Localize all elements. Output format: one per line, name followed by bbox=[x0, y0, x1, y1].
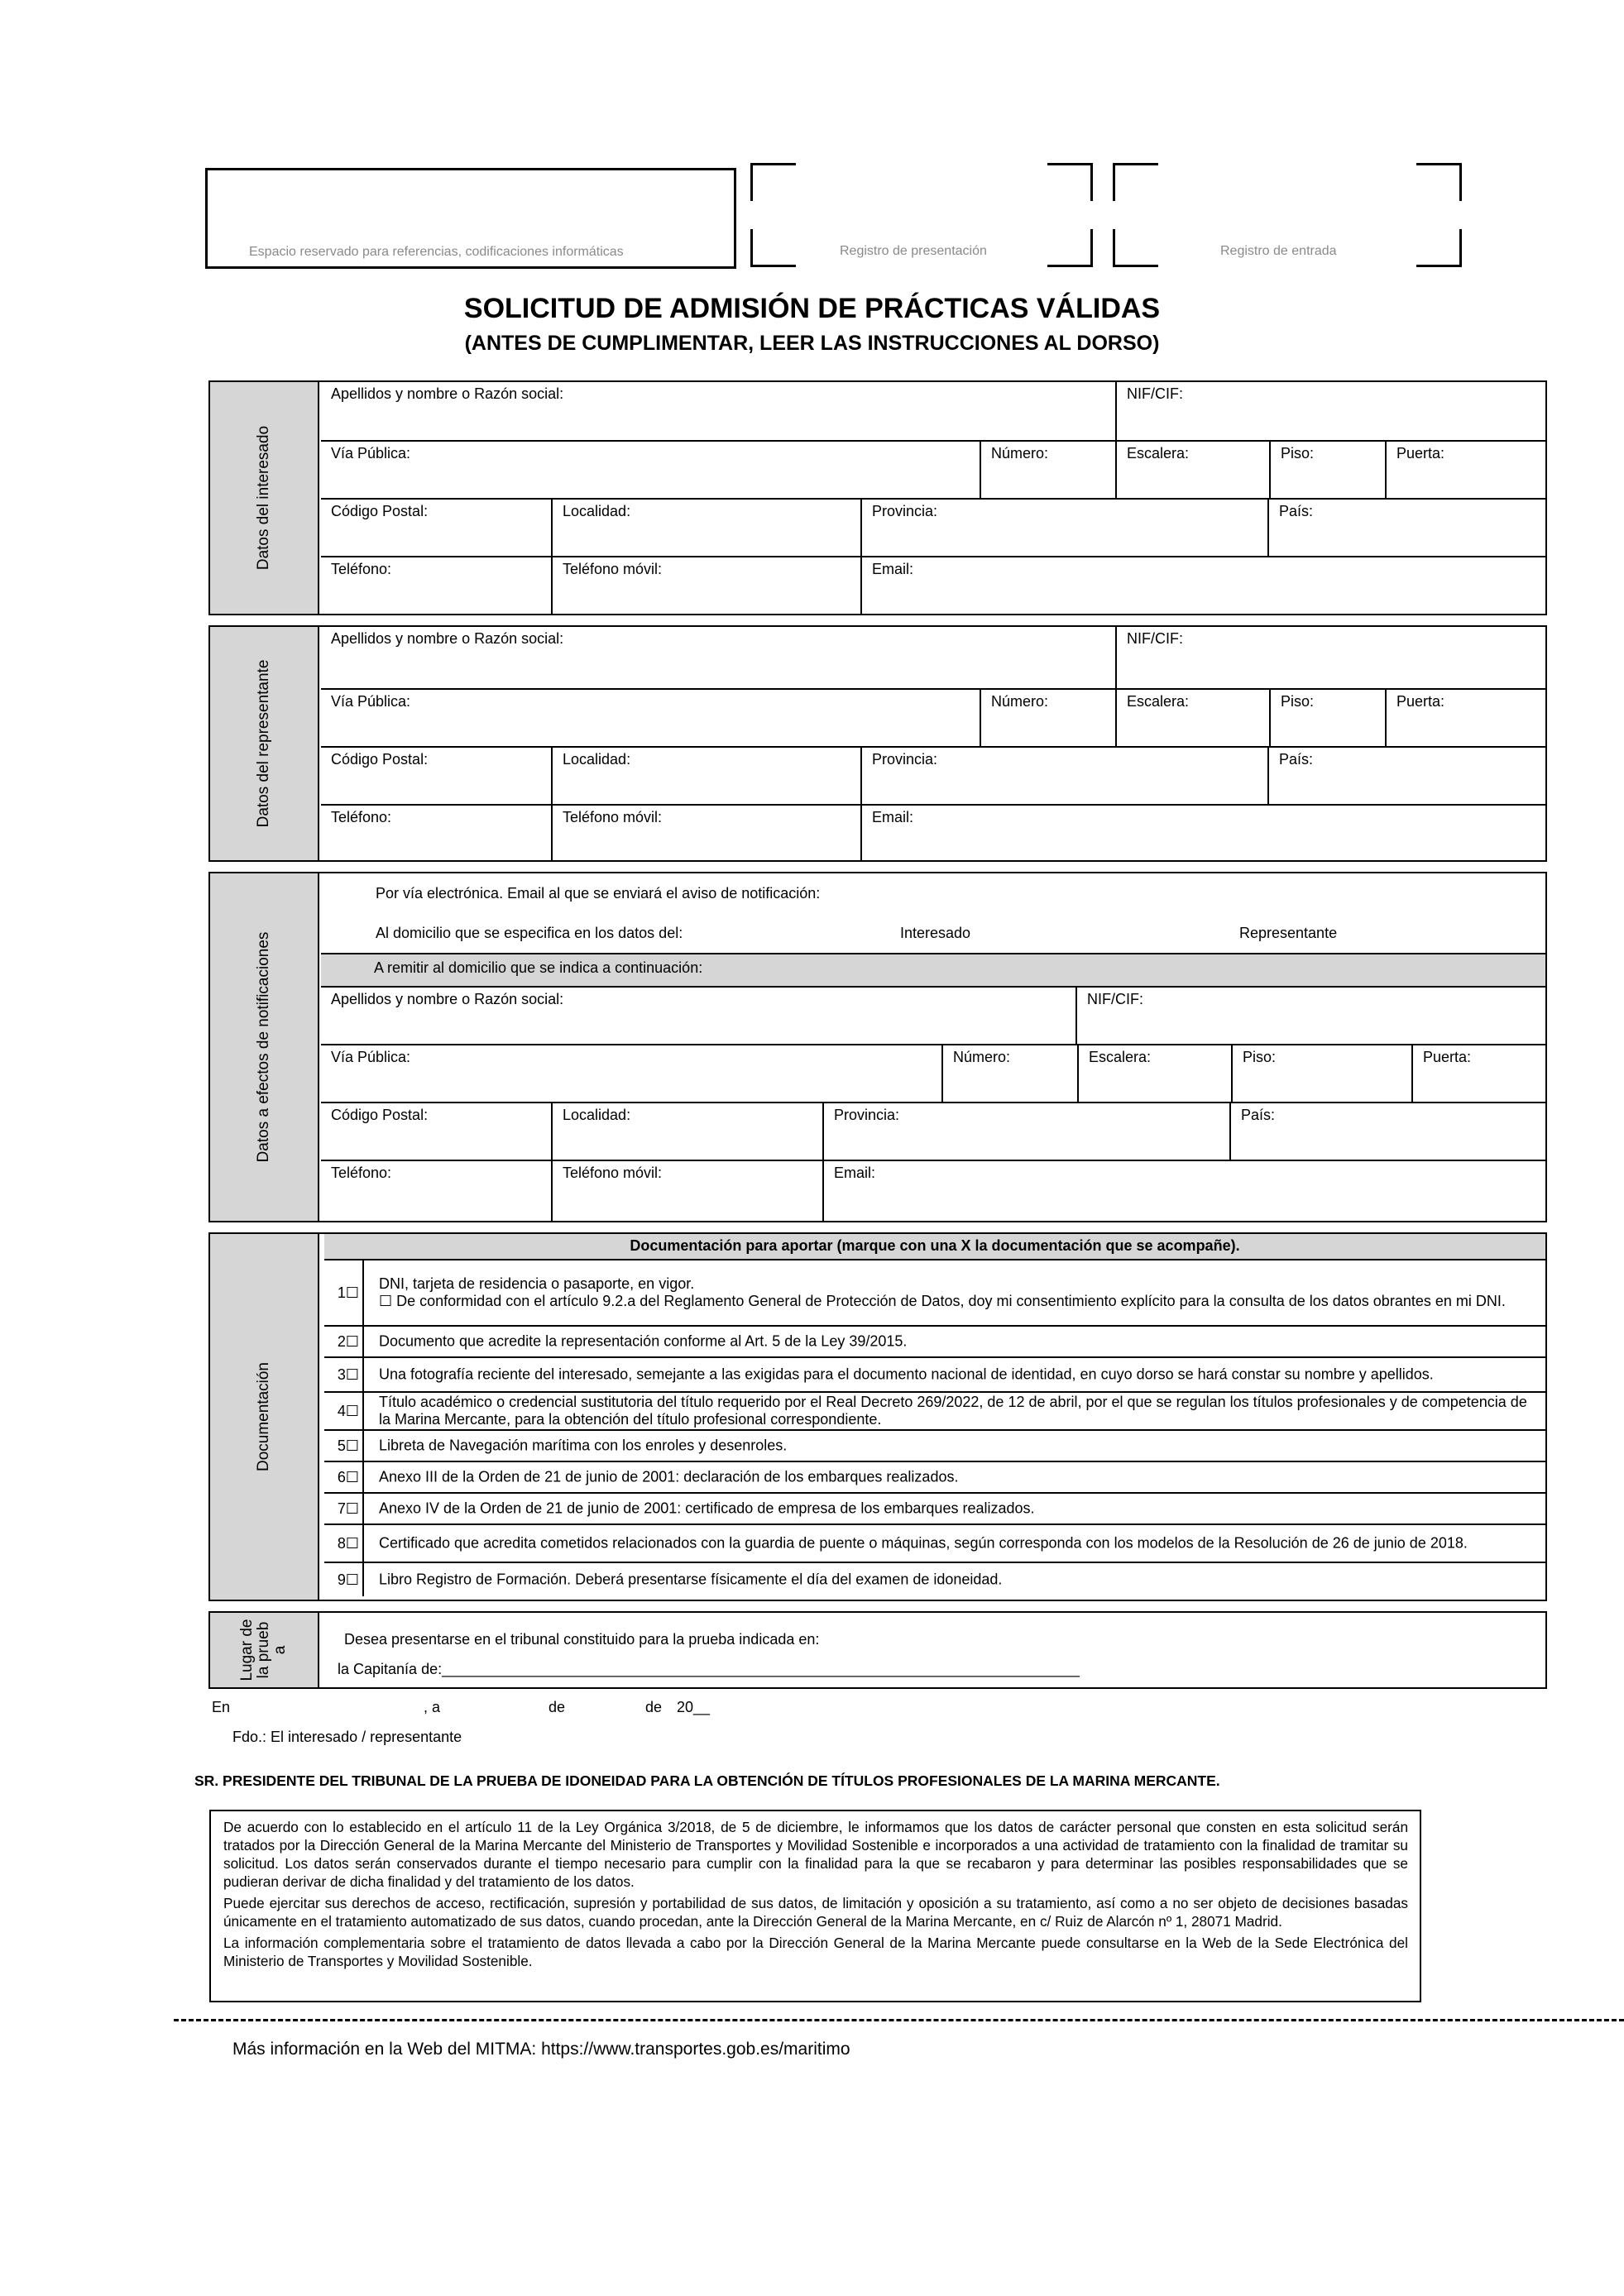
doc-item-line: Libreta de Navegación marítima con los enroles y desenroles. bbox=[379, 1437, 788, 1454]
capitania-field[interactable]: la Capitanía de:_____________________________________________________________________________ bbox=[338, 1661, 1080, 1677]
firma-a-label: , a bbox=[424, 1699, 441, 1715]
nif-field[interactable]: NIF/CIF: bbox=[1077, 988, 1545, 1045]
apellidos-field[interactable]: Apellidos y nombre o Razón social: bbox=[321, 988, 1077, 1045]
section-documentacion bbox=[208, 1232, 1547, 1601]
doc-item-text bbox=[379, 1571, 1534, 1589]
doc-item bbox=[324, 1494, 1545, 1525]
via-field[interactable]: Vía Pública: bbox=[321, 1045, 943, 1103]
doc-item bbox=[324, 1462, 1545, 1494]
side-label-representante: Datos del representante bbox=[255, 659, 272, 828]
doc-item-text bbox=[379, 1437, 1534, 1455]
doc-item-line: DNI, tarjeta de residencia o pasaporte, en vigor. bbox=[379, 1275, 695, 1292]
firma-fdo-label: Fdo.: El interesado / representante bbox=[232, 1729, 462, 1745]
reference-box-label: Espacio reservado para referencias, codificaciones informáticas bbox=[249, 245, 624, 259]
form-title: SOLICITUD DE ADMISIÓN DE PRÁCTICAS VÁLIDAS bbox=[463, 293, 1161, 324]
via-field[interactable]: Vía Pública: bbox=[321, 690, 981, 748]
escalera-field[interactable]: Escalera: bbox=[1117, 690, 1271, 748]
movil-field[interactable]: Teléfono móvil: bbox=[553, 806, 862, 860]
cp-field[interactable]: Código Postal: bbox=[321, 1103, 553, 1161]
nif-field[interactable]: NIF/CIF: bbox=[1117, 382, 1545, 442]
firma-year-field[interactable]: 20__ bbox=[677, 1699, 711, 1715]
doc-item-checkbox[interactable]: 1☐ bbox=[324, 1260, 364, 1325]
telefono-field[interactable]: Teléfono: bbox=[321, 806, 553, 860]
doc-item-text bbox=[379, 1333, 1534, 1351]
section-interesado bbox=[208, 380, 1547, 615]
notif-electronica-option[interactable]: Por vía electrónica. Email al que se enviará el aviso de notificación: bbox=[376, 885, 821, 902]
privacy-paragraph: De acuerdo con lo establecido en el artículo 11 de la Ley Orgánica 3/2018, de 5 de diciembre, le informamos que los datos de carácter personal que consten en esta solicitud serán tratados por la Dirección General de la Marina Mercante del Ministerio de Transportes y Movilidad Sostenible e incorporados a una actividad de tratamiento con la finalidad de tramitar su solicitud. Los datos serán conservados durante el tiempo necesario para cumplir con la finalidad para la que se recabaron y para determinar las posibles responsabilidades que se pudieran derivar de dicha finalidad y del tratamiento de los datos. bbox=[223, 1819, 1408, 1890]
nif-field[interactable]: NIF/CIF: bbox=[1117, 627, 1545, 690]
localidad-field[interactable]: Localidad: bbox=[553, 1103, 824, 1161]
doc-item-checkbox[interactable]: 7☐ bbox=[324, 1494, 364, 1523]
notif-domicilio-label: Al domicilio que se especifica en los datos del: bbox=[376, 925, 683, 941]
doc-item bbox=[324, 1260, 1545, 1327]
reference-box bbox=[205, 168, 736, 269]
documentacion-header: Documentación para aportar (marque con una X la documentación que se acompañe). bbox=[324, 1234, 1545, 1260]
doc-item-line[interactable]: ☐ De conformidad con el artículo 9.2.a del Reglamento General de Protección de Datos, doy mi consentimiento explícito para la consulta de los datos obrantes en mi DNI. bbox=[379, 1293, 1506, 1309]
notif-interesado-option[interactable]: Interesado bbox=[900, 925, 971, 941]
movil-field[interactable]: Teléfono móvil: bbox=[553, 557, 862, 614]
destinatario: SR. PRESIDENTE DEL TRIBUNAL DE LA PRUEBA DE IDONEIDAD PARA LA OBTENCIÓN DE TÍTULOS PROFESIONALES DE LA MARINA MERCANTE. bbox=[194, 1772, 1220, 1789]
movil-field[interactable]: Teléfono móvil: bbox=[553, 1161, 824, 1221]
doc-item-line: Título académico o credencial sustitutoria del título requerido por el Real Decreto 269/2022, de 12 de abril, por el que se regulan los títulos profesionales y de competencia de la Marina Mercante, para la obtención del título profesional correspondiente. bbox=[379, 1394, 1527, 1428]
email-field[interactable]: Email: bbox=[834, 1165, 876, 1181]
doc-item-text bbox=[379, 1535, 1534, 1552]
doc-item-checkbox[interactable]: 5☐ bbox=[324, 1431, 364, 1461]
registro-entrada-label: Registro de entrada bbox=[1220, 244, 1337, 258]
side-label-lugar: Lugar de la prueb a bbox=[238, 1619, 289, 1681]
form-subtitle: (ANTES DE CUMPLIMENTAR, LEER LAS INSTRUCCIONES AL DORSO) bbox=[464, 332, 1160, 355]
doc-item-line: Anexo III de la Orden de 21 de junio de 2001: declaración de los embarques realizados. bbox=[379, 1468, 959, 1485]
section-lugar bbox=[208, 1611, 1547, 1689]
privacy-notice bbox=[209, 1810, 1421, 2002]
piso-field[interactable]: Piso: bbox=[1271, 690, 1387, 748]
numero-field[interactable]: Número: bbox=[943, 1045, 1079, 1103]
telefono-field[interactable]: Teléfono: bbox=[321, 1161, 553, 1221]
doc-item bbox=[324, 1431, 1545, 1462]
side-label-documentacion: Documentación bbox=[255, 1361, 272, 1472]
doc-item bbox=[324, 1563, 1545, 1596]
puerta-field[interactable]: Puerta: bbox=[1387, 442, 1545, 500]
doc-item-line: Una fotografía reciente del interesado, semejante a las exigidas para el documento nacional de identidad, en cuyo dorso se hará constar su nombre y apellidos. bbox=[379, 1366, 1434, 1383]
escalera-field[interactable]: Escalera: bbox=[1079, 1045, 1233, 1103]
provincia-field[interactable]: Provincia: bbox=[824, 1103, 1231, 1161]
doc-item-checkbox[interactable]: 3☐ bbox=[324, 1358, 364, 1391]
doc-item-checkbox[interactable]: 4☐ bbox=[324, 1393, 364, 1429]
section-notificaciones bbox=[208, 872, 1547, 1222]
side-label-interesado: Datos del interesado bbox=[255, 425, 272, 571]
doc-item-line: Certificado que acredita cometidos relacionados con la guardia de puente o máquinas, según corresponda con los modelos de la Resolución de 26 de junio de 2018. bbox=[379, 1534, 1468, 1552]
doc-item-text bbox=[379, 1469, 1534, 1486]
cut-line bbox=[174, 2019, 1624, 2021]
doc-item bbox=[324, 1327, 1545, 1358]
escalera-field[interactable]: Escalera: bbox=[1117, 442, 1271, 500]
registro-presentacion-label: Registro de presentación bbox=[840, 244, 987, 258]
puerta-field[interactable]: Puerta: bbox=[1387, 690, 1545, 748]
piso-field[interactable]: Piso: bbox=[1271, 442, 1387, 500]
doc-item bbox=[324, 1393, 1545, 1431]
telefono-field[interactable]: Teléfono: bbox=[321, 557, 553, 614]
lugar-desea-label: Desea presentarse en el tribunal constituido para la prueba indicada en: bbox=[344, 1631, 820, 1648]
doc-item-text bbox=[379, 1500, 1534, 1518]
via-field[interactable]: Vía Pública: bbox=[321, 442, 981, 500]
numero-field[interactable]: Número: bbox=[981, 690, 1117, 748]
doc-item-checkbox[interactable]: 2☐ bbox=[324, 1327, 364, 1356]
notif-remitir-option[interactable]: A remitir al domicilio que se indica a continuación: bbox=[321, 953, 1545, 988]
side-label-notificaciones: Datos a efectos de notificaciones bbox=[255, 931, 272, 1163]
firma-de1-label: de bbox=[549, 1699, 566, 1715]
doc-item-text bbox=[379, 1275, 1534, 1310]
pais-field[interactable]: País: bbox=[1269, 748, 1545, 806]
privacy-paragraph: La información complementaria sobre el tratamiento de datos llevada a cabo por la Dirección General de la Marina Mercante puede consultarse en la Web de la Sede Electrónica del Ministerio de Transportes y Movilidad Sostenible. bbox=[223, 1935, 1408, 1969]
puerta-field[interactable]: Puerta: bbox=[1413, 1045, 1545, 1103]
localidad-field[interactable]: Localidad: bbox=[553, 500, 862, 557]
provincia-field[interactable]: Provincia: bbox=[862, 748, 1269, 806]
numero-field[interactable]: Número: bbox=[981, 442, 1117, 500]
pais-field[interactable]: País: bbox=[1269, 500, 1545, 557]
apellidos-field[interactable]: Apellidos y nombre o Razón social: bbox=[321, 382, 1117, 442]
doc-item-checkbox[interactable]: 9☐ bbox=[324, 1563, 364, 1596]
doc-item-line: Anexo IV de la Orden de 21 de junio de 2001: certificado de empresa de los embarques realizados. bbox=[379, 1500, 1035, 1517]
piso-field[interactable]: Piso: bbox=[1233, 1045, 1413, 1103]
pais-field[interactable]: País: bbox=[1231, 1103, 1545, 1161]
doc-item-text bbox=[379, 1366, 1534, 1384]
doc-item bbox=[324, 1525, 1545, 1563]
cp-field[interactable]: Código Postal: bbox=[321, 748, 553, 806]
cp-field[interactable]: Código Postal: bbox=[321, 500, 553, 557]
email-field[interactable]: Email: bbox=[872, 809, 914, 825]
doc-item-line: Documento que acredite la representación conforme al Art. 5 de la Ley 39/2015. bbox=[379, 1332, 908, 1350]
doc-item-line: Libro Registro de Formación. Deberá presentarse físicamente el día del examen de idoneidad. bbox=[379, 1571, 1003, 1588]
firma-en-label: En bbox=[212, 1699, 231, 1715]
provincia-field[interactable]: Provincia: bbox=[862, 500, 1269, 557]
localidad-field[interactable]: Localidad: bbox=[553, 748, 862, 806]
section-representante bbox=[208, 625, 1547, 862]
doc-item-text bbox=[379, 1394, 1534, 1428]
doc-item-checkbox[interactable]: 8☐ bbox=[324, 1525, 364, 1562]
apellidos-field[interactable]: Apellidos y nombre o Razón social: bbox=[321, 627, 1117, 690]
notif-representante-option[interactable]: Representante bbox=[1239, 925, 1338, 941]
email-field[interactable]: Email: bbox=[872, 561, 914, 577]
privacy-paragraph: Puede ejercitar sus derechos de acceso, rectificación, supresión y portabilidad de sus datos, de limitación y oposición a su tratamiento, así como a no ser objeto de decisiones basadas únicamente en el tratamiento automatizado de sus datos, cuando procedan, ante la Dirección General de la Marina Mercante, en c/ Ruiz de Alarcón nº 1, 28071 Madrid. bbox=[223, 1895, 1408, 1930]
firma-de2-label: de bbox=[645, 1699, 663, 1715]
doc-item bbox=[324, 1358, 1545, 1393]
footer-link[interactable]: Más información en la Web del MITMA: https://www.transportes.gob.es/maritimo bbox=[232, 2040, 850, 2059]
doc-item-checkbox[interactable]: 6☐ bbox=[324, 1462, 364, 1492]
